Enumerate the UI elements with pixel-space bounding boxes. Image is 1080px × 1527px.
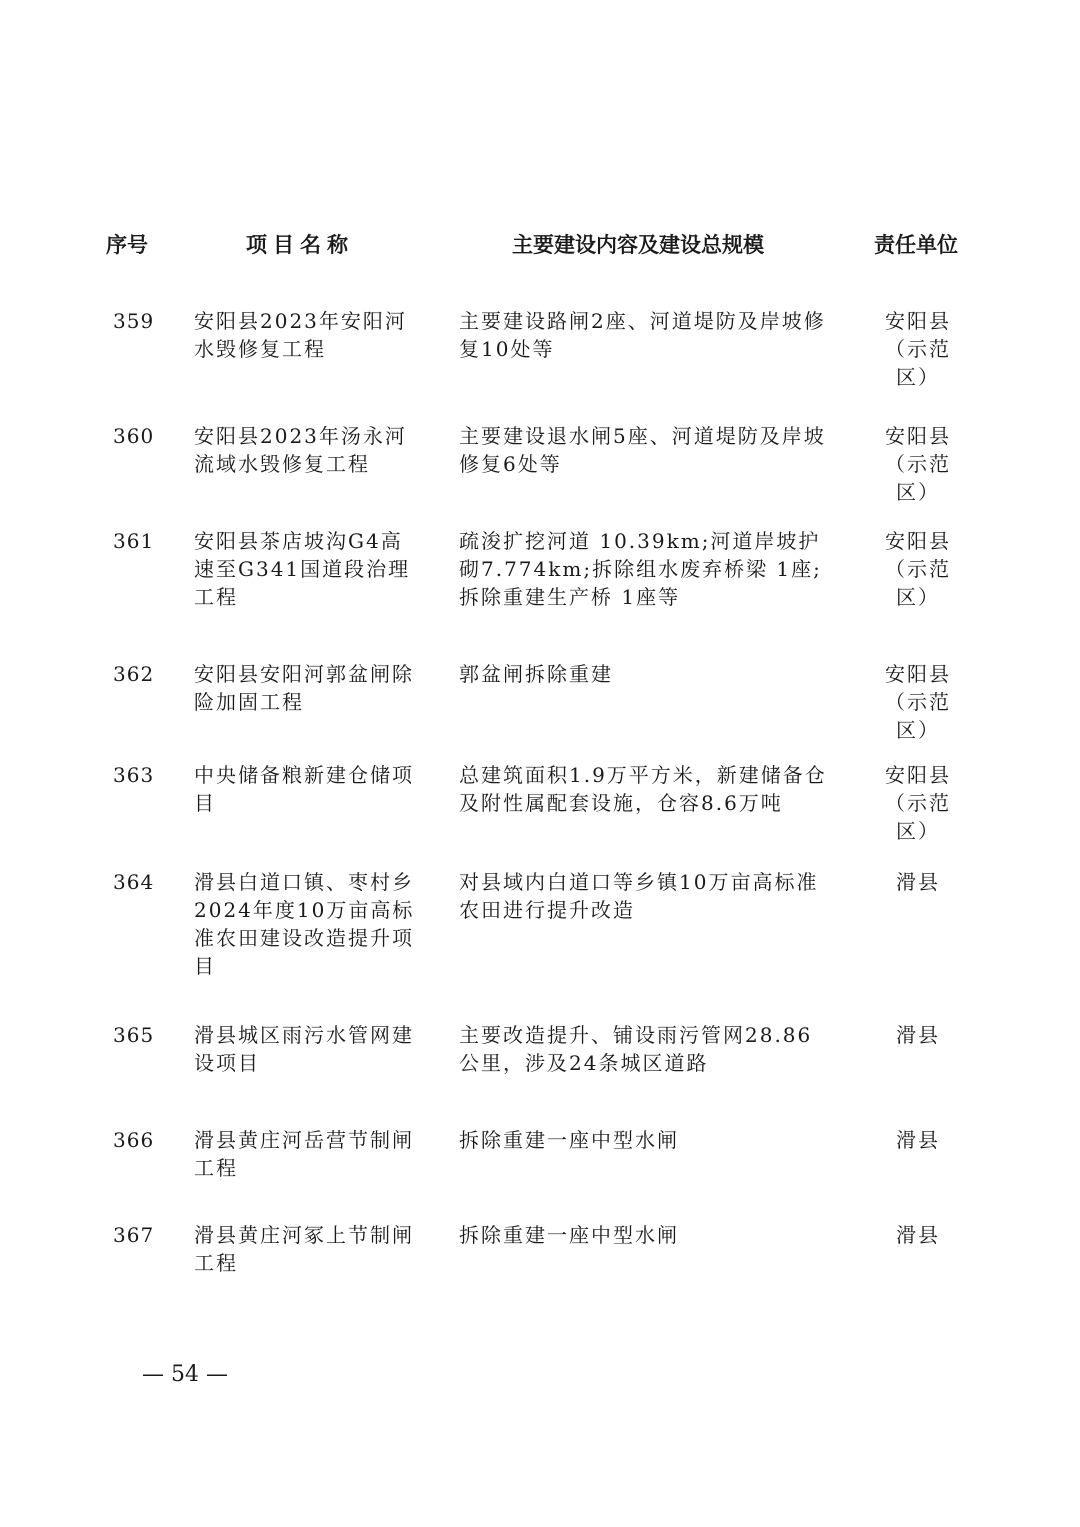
row-project-name: 滑县黄庄河冢上节制闸工程 [194,1223,414,1275]
row-responsible-unit: 滑县 [896,1023,940,1047]
row-construction-content: 主要建设退水闸5座、河道堤防及岸坡修复6处等 [459,424,826,476]
row-project-name: 滑县黄庄河岳营节制闸工程 [194,1128,414,1180]
row-project-name: 安阳县茶店坡沟G4高速至G341国道段治理工程 [194,529,411,609]
row-construction-content: 疏浚扩挖河道 10.39km;河道岸坡护砌7.774km;拆除组水废弃桥梁 1座;拆除重建生产桥 1座等 [459,529,822,609]
row-construction-content: 拆除重建一座中型水闸 [459,1128,679,1152]
row-serial-number: 360 [113,424,155,448]
row-project-name: 安阳县2023年汤永河流域水毁修复工程 [194,424,407,476]
row-responsible-unit: 安阳县（示范区） [885,662,951,742]
row-responsible-unit: 安阳县（示范区） [885,529,951,609]
row-project-name: 中央储备粮新建仓储项目 [194,763,414,815]
row-construction-content: 总建筑面积1.9万平方米，新建储备仓及附性属配套设施，仓容8.6万吨 [459,763,827,815]
row-responsible-unit: 滑县 [896,1128,940,1152]
row-responsible-unit: 安阳县（示范区） [885,763,951,843]
header-construction-content: 主要建设内容及建设总规模 [512,233,764,257]
row-construction-content: 主要建设路闸2座、河道堤防及岸坡修复10处等 [459,309,826,361]
row-serial-number: 366 [113,1128,155,1152]
row-serial-number: 363 [113,763,155,787]
row-construction-content: 拆除重建一座中型水闸 [459,1223,679,1247]
row-project-name: 安阳县安阳河郭盆闸除险加固工程 [194,662,414,714]
row-project-name: 滑县城区雨污水管网建设项目 [194,1023,414,1075]
row-project-name: 滑县白道口镇、枣村乡2024年度10万亩高标准农田建设改造提升项目 [194,870,415,978]
row-project-name: 安阳县2023年安阳河水毁修复工程 [194,309,407,361]
header-responsible-unit: 责任单位 [874,233,958,257]
header-project-name: 项目名称 [246,233,354,257]
row-serial-number: 361 [113,529,155,553]
row-responsible-unit: 滑县 [896,870,940,894]
page-number: — 54 — [142,1362,228,1387]
row-responsible-unit: 安阳县（示范区） [885,309,951,389]
row-responsible-unit: 安阳县（示范区） [885,424,951,504]
header-serial-number: 序号 [106,233,148,257]
row-construction-content: 郭盆闸拆除重建 [459,662,613,686]
row-serial-number: 367 [113,1223,155,1247]
row-construction-content: 对县域内白道口等乡镇10万亩高标准农田进行提升改造 [459,870,819,922]
row-serial-number: 362 [113,662,155,686]
row-serial-number: 364 [113,870,155,894]
row-serial-number: 359 [113,309,155,333]
row-serial-number: 365 [113,1023,155,1047]
row-responsible-unit: 滑县 [896,1223,940,1247]
row-construction-content: 主要改造提升、铺设雨污管网28.86公里，涉及24条城区道路 [459,1023,813,1075]
